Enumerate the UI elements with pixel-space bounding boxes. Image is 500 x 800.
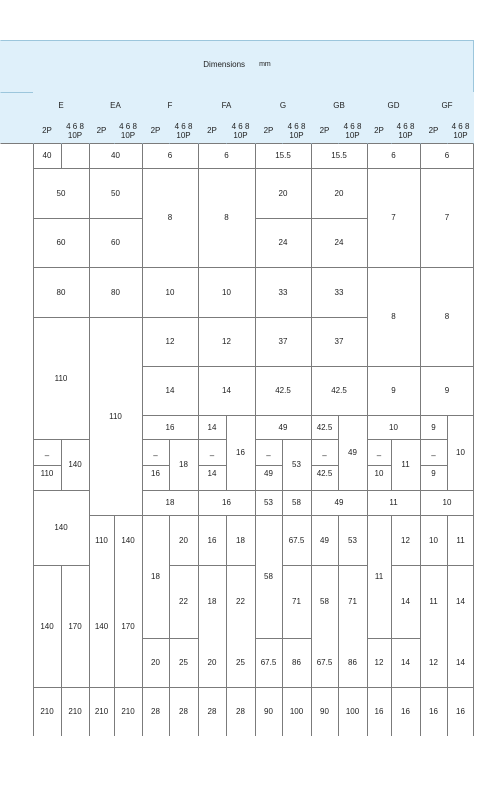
table-cell: 42.5 xyxy=(275,386,291,395)
table-cell: – 14 xyxy=(207,451,217,478)
table-cell: 67.5 xyxy=(316,658,333,667)
table-cell: 90 xyxy=(264,707,273,716)
table-cell: 10 xyxy=(389,422,398,432)
table-cell: 20 xyxy=(179,535,188,545)
table-cell: 10 xyxy=(429,535,438,545)
table-cell: 210 xyxy=(68,707,82,716)
table-cell: 37 xyxy=(334,337,344,346)
table-cell: 9 xyxy=(444,386,450,395)
table-cell: 170 xyxy=(68,621,82,631)
table-cell: 28 xyxy=(236,707,245,716)
table-cell: 100 xyxy=(289,707,304,716)
table-cell: 42.5 xyxy=(316,422,333,432)
table-cell: 20 xyxy=(151,658,160,667)
subheader-2p: 2P xyxy=(198,118,226,143)
table-cell: 58 xyxy=(264,572,273,581)
table-cell: 53 xyxy=(292,460,301,469)
table-cell: 11 xyxy=(389,498,398,507)
subheader-2p: 2P xyxy=(89,118,114,143)
table-cell: 18 xyxy=(165,498,175,507)
table-cell: 16 xyxy=(165,422,175,432)
subheader-4-6-8-10p: 4 6 8 10P xyxy=(169,118,198,143)
table-cell: 60 xyxy=(56,238,66,247)
table-cell: 67.5 xyxy=(288,535,305,545)
table-cell: – 42.5 xyxy=(316,451,333,478)
table-cell: 14 xyxy=(401,597,410,606)
subheader-2p: 2P xyxy=(420,118,447,143)
column-header-e: E xyxy=(33,92,89,118)
subheader-2p: 2P xyxy=(311,118,338,143)
subheader-4-6-8-10p: 4 6 8 10P xyxy=(391,118,420,143)
dimensions-table xyxy=(0,40,474,736)
table-cell: 25 xyxy=(236,658,245,667)
subheader-2p: 2P xyxy=(33,118,61,143)
table-cell: – 49 xyxy=(264,451,273,478)
table-cell: 33 xyxy=(334,287,344,297)
table-cell: 140 xyxy=(68,460,82,469)
table-cell: 18 xyxy=(179,460,188,469)
table-cell: 11 xyxy=(374,572,384,581)
table-cell: 7 xyxy=(444,213,450,222)
table-cell: 8 xyxy=(444,312,450,321)
table-cell: 140 xyxy=(121,535,135,545)
table-cell: 50 xyxy=(111,188,120,198)
subheader-4-6-8-10p: 4 6 8 10P xyxy=(61,118,89,143)
table-cell: – 16 xyxy=(151,451,160,478)
table-cell: 140 xyxy=(94,621,109,631)
table-cell: 11 xyxy=(429,597,438,606)
table-cell: 50 xyxy=(56,188,66,198)
subheader-4-6-8-10p: 4 6 8 10P xyxy=(282,118,311,143)
table-cell: 6 xyxy=(224,151,229,160)
table-cell: 8 xyxy=(391,312,396,321)
table-cell: 110 xyxy=(109,411,122,421)
table-cell: 67.5 xyxy=(260,658,277,667)
table-cell: 16 xyxy=(456,707,465,716)
table-cell: 14 xyxy=(401,658,410,667)
table-cell: 58 xyxy=(292,498,301,507)
table-title xyxy=(0,40,474,88)
table-cell: 60 xyxy=(111,238,120,247)
table-cell: 86 xyxy=(292,658,301,667)
table-cell: 14 xyxy=(207,422,217,432)
table-cell: 15.5 xyxy=(331,151,347,160)
subheader-2p: 2P xyxy=(367,118,391,143)
column-header-ea: EA xyxy=(89,92,142,118)
table-cell: 49 xyxy=(320,535,329,545)
table-cell: 9 xyxy=(431,422,436,432)
table-cell: 6 xyxy=(167,151,173,160)
column-header-f: F xyxy=(142,92,198,118)
table-cell: 80 xyxy=(111,287,120,297)
table-cell: 12 xyxy=(222,337,231,346)
table-cell: 71 xyxy=(348,597,357,606)
table-cell: 20 xyxy=(207,658,217,667)
table-cell: 6 xyxy=(391,151,396,160)
table-cell: 58 xyxy=(320,597,329,606)
column-header-gf: GF xyxy=(420,92,474,118)
table-cell: 53 xyxy=(348,535,357,545)
subheader-4-6-8-10p: 4 6 8 10P xyxy=(447,118,474,143)
table-cell: 110 xyxy=(95,535,108,545)
column-header-fa: FA xyxy=(198,92,255,118)
table-cell: 40 xyxy=(111,151,120,160)
table-cell: 140 xyxy=(40,621,54,631)
table-cell: 210 xyxy=(40,707,54,716)
table-cell: 8 xyxy=(224,213,229,222)
table-cell: 22 xyxy=(236,597,245,606)
table-cell: 80 xyxy=(56,287,66,297)
table-cell: 14 xyxy=(165,386,175,395)
table-cell: 12 xyxy=(401,535,410,545)
column-header-gd: GD xyxy=(367,92,420,118)
table-cell: 11 xyxy=(401,460,410,469)
table-cell: 20 xyxy=(278,188,288,198)
table-cell: 10 xyxy=(456,448,465,457)
table-cell: 49 xyxy=(278,422,288,432)
table-cell: 210 xyxy=(121,707,135,716)
table-cell: 18 xyxy=(207,597,217,606)
table-cell: 42.5 xyxy=(331,386,347,395)
column-header-g: G xyxy=(255,92,311,118)
table-cell: 86 xyxy=(348,658,357,667)
table-cell: 28 xyxy=(207,707,217,716)
table-cell: – 9 xyxy=(431,451,436,478)
table-cell: 53 xyxy=(264,498,273,507)
table-cell: 170 xyxy=(121,621,135,631)
table-cell: 210 xyxy=(94,707,109,716)
subheader-2p: 2P xyxy=(255,118,282,143)
table-cell: 24 xyxy=(334,238,344,247)
table-cell: 16 xyxy=(222,498,231,507)
table-cell: 10 xyxy=(442,498,452,507)
table-cell: 140 xyxy=(54,523,68,532)
title-unit: mm xyxy=(259,60,271,68)
table-cell: 24 xyxy=(278,238,288,247)
table-cell: 18 xyxy=(151,572,160,581)
table-cell: 49 xyxy=(334,498,344,507)
subheader-4-6-8-10p: 4 6 8 10P xyxy=(226,118,255,143)
table-cell: 20 xyxy=(334,188,344,198)
table-cell: 16 xyxy=(207,535,217,545)
table-cell: 18 xyxy=(236,535,245,545)
table-cell: 49 xyxy=(348,448,357,457)
table-cell: 110 xyxy=(54,373,68,383)
table-cell: 16 xyxy=(236,448,245,457)
subheader-4-6-8-10p: 4 6 8 10P xyxy=(114,118,142,143)
table-cell: 14 xyxy=(456,597,465,606)
table-cell: 28 xyxy=(151,707,160,716)
title-text: Dimensions xyxy=(203,59,246,69)
table-cell: 100 xyxy=(345,707,360,716)
table-cell: – 110 xyxy=(40,451,54,478)
table-cell: 12 xyxy=(374,658,384,667)
table-cell: 12 xyxy=(165,337,175,346)
table-cell: 22 xyxy=(179,597,188,606)
table-cell: 71 xyxy=(292,597,301,606)
subheader-2p: 2P xyxy=(142,118,169,143)
table-cell: 10 xyxy=(222,287,231,297)
table-cell: 16 xyxy=(429,707,438,716)
table-cell: 25 xyxy=(179,658,188,667)
table-cell: 28 xyxy=(179,707,188,716)
table-cell: 8 xyxy=(167,213,173,222)
table-cell: 15.5 xyxy=(275,151,291,160)
table-cell: 37 xyxy=(278,337,288,346)
table-cell: 7 xyxy=(391,213,396,222)
table-cell: 90 xyxy=(320,707,329,716)
table-cell: 12 xyxy=(429,658,438,667)
table-cell: 11 xyxy=(456,535,465,545)
table-cell: 16 xyxy=(374,707,384,716)
subheader-4-6-8-10p: 4 6 8 10P xyxy=(338,118,367,143)
table-cell: 6 xyxy=(444,151,450,160)
table-cell: – 10 xyxy=(374,451,384,478)
table-cell: 9 xyxy=(391,386,396,395)
table-cell: 33 xyxy=(278,287,288,297)
table-cell: 14 xyxy=(222,386,231,395)
table-cell: 40 xyxy=(42,151,52,160)
column-header-gb: GB xyxy=(311,92,367,118)
table-cell: 10 xyxy=(165,287,175,297)
table-cell: 16 xyxy=(401,707,410,716)
table-cell: 14 xyxy=(456,658,465,667)
